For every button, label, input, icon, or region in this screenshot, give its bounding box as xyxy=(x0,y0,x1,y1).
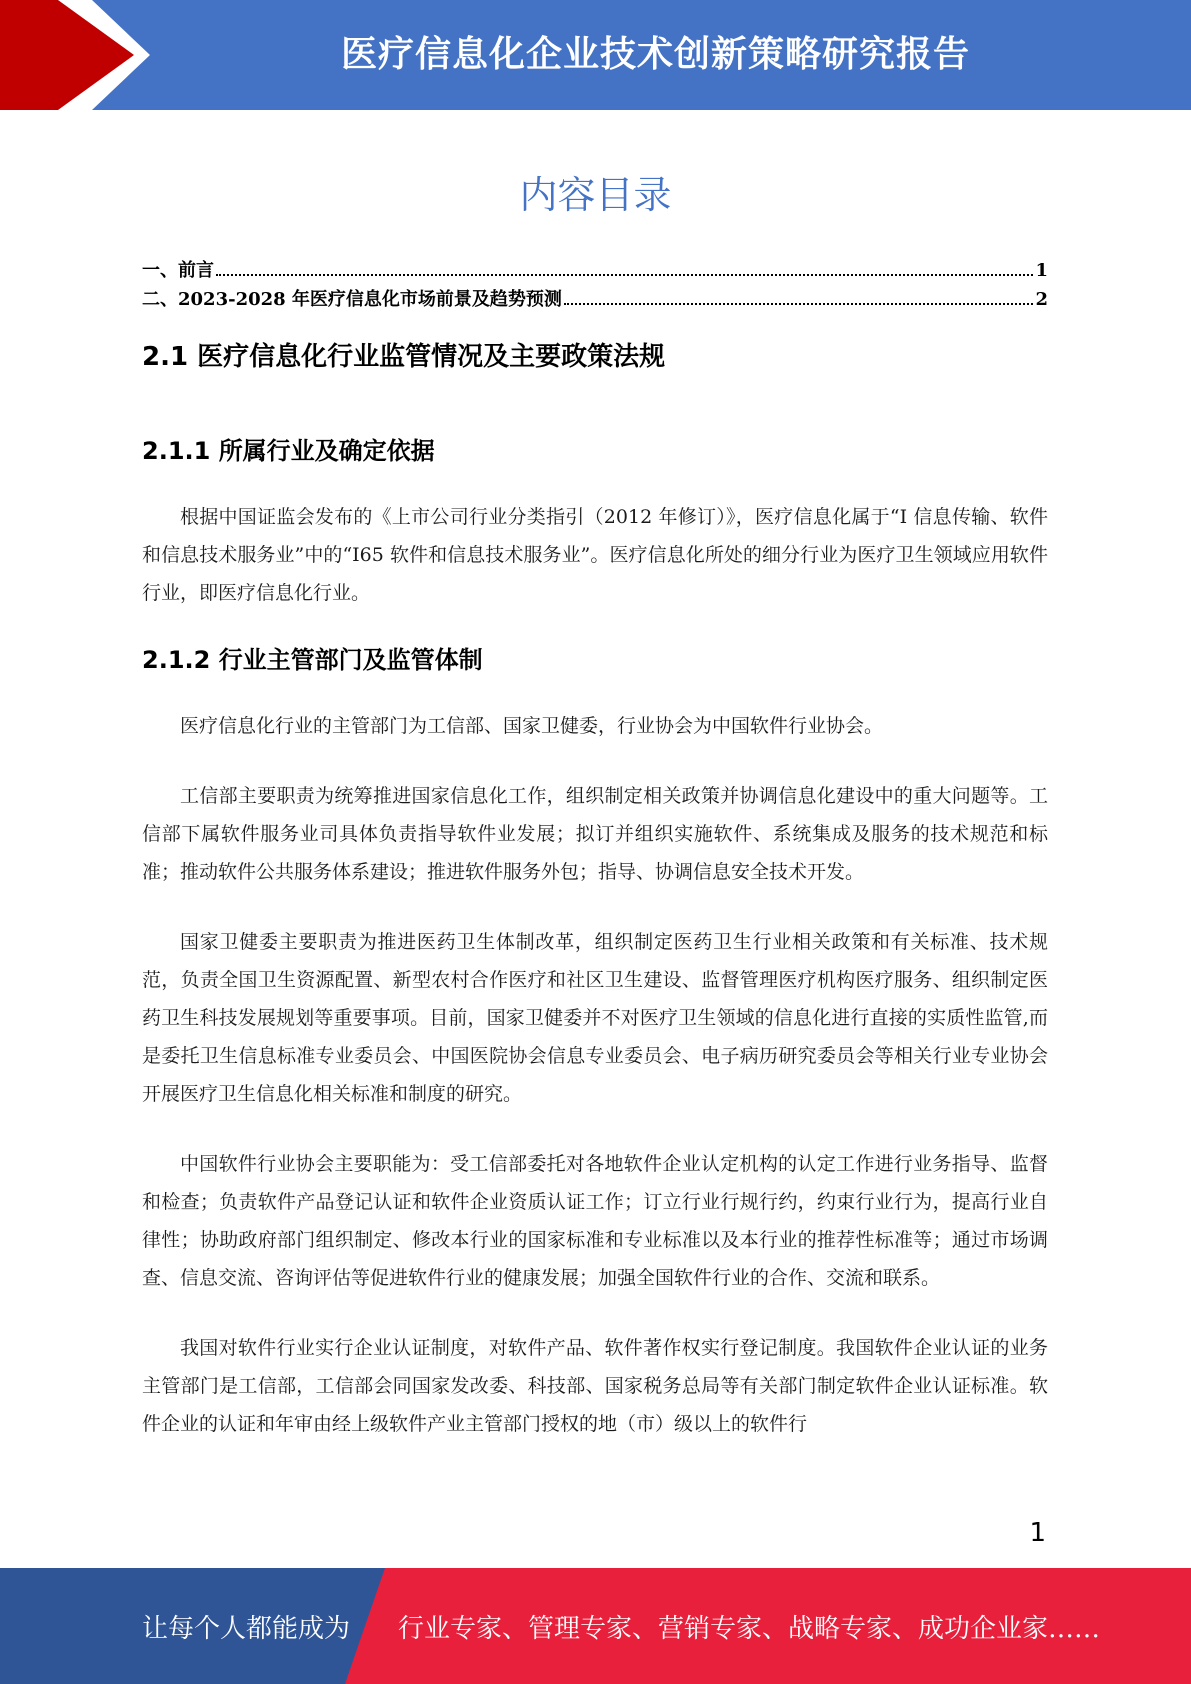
paragraph: 根据中国证监会发布的《上市公司行业分类指引（2012 年修订）》，医疗信息化属于“I 信息传输、软件和信息技术服务业”中的“I65 软件和信息技术服务业”。医疗信息化所处的细分行业为医疗卫生领域应用软件行业，即医疗信息化行业。 xyxy=(142,506,1048,604)
table-of-contents xyxy=(142,256,1048,314)
toc-entry-label: 一、前言 xyxy=(142,260,214,281)
toc-title: 内容目录 xyxy=(519,173,672,217)
document-body xyxy=(142,330,1048,1443)
paragraph: 中国软件行业协会主要职能为：受工信部委托对各地软件企业认定机构的认定工作进行业务指导、监督和检查；负责软件产品登记认证和软件企业资质认证工作；订立行业行规行约，约束行业行为，提高行业自律性；协助政府部门组织制定、修改本行业的国家标准和专业标准以及本行业的推荐性标准等；通过市场调查、信息交流、咨询评估等促进软件行业的健康发展；加强全国软件行业的合作、交流和联系。 xyxy=(142,1153,1048,1289)
footer-banner xyxy=(0,1568,1191,1684)
page-number: 1 xyxy=(1029,1518,1046,1548)
header-banner xyxy=(0,0,1191,110)
toc-entry-label: 二、2023-2028 年医疗信息化市场前景及趋势预测 xyxy=(142,289,562,310)
toc-entry[interactable] xyxy=(142,285,1048,314)
toc-entry[interactable] xyxy=(142,256,1048,285)
footer-slogan-left: 让每个人都能成为 xyxy=(142,1614,351,1644)
toc-leader-dots xyxy=(216,262,1033,276)
section-heading-2-1-2: 2.1.2 行业主管部门及监管体制 xyxy=(142,646,483,674)
footer-slogan-right: 行业专家、管理专家、营销专家、战略专家、成功企业家…… xyxy=(398,1614,1101,1644)
toc-entry-page: 2 xyxy=(1035,289,1048,310)
toc-entry-page: 1 xyxy=(1035,260,1048,281)
section-heading-2-1-1: 2.1.1 所属行业及确定依据 xyxy=(142,437,435,465)
report-title: 医疗信息化企业技术创新策略研究报告 xyxy=(340,34,970,75)
paragraph: 医疗信息化行业的主管部门为工信部、国家卫健委，行业协会为中国软件行业协会。 xyxy=(180,715,884,737)
paragraph: 国家卫健委主要职责为推进医药卫生体制改革，组织制定医药卫生行业相关政策和有关标准、技术规范，负责全国卫生资源配置、新型农村合作医疗和社区卫生建设、监督管理医疗机构医疗服务、组织制定医药卫生科技发展规划等重要事项。目前，国家卫健委并不对医疗卫生领域的信息化进行直接的实质性监管,而是委托卫生信息标准专业委员会、中国医院协会信息专业委员会、电子病历研究委员会等相关行业专业协会开展医疗卫生信息化相关标准和制度的研究。 xyxy=(142,931,1048,1105)
paragraph: 工信部主要职责为统筹推进国家信息化工作，组织制定相关政策并协调信息化建设中的重大问题等。工信部下属软件服务业司具体负责指导软件业发展；拟订并组织实施软件、系统集成及服务的技术规范和标准；推动软件公共服务体系建设；推进软件服务外包；指导、协调信息安全技术开发。 xyxy=(142,785,1048,883)
section-heading-2-1: 2.1 医疗信息化行业监管情况及主要政策法规 xyxy=(142,342,666,372)
paragraph: 我国对软件行业实行企业认证制度，对软件产品、软件著作权实行登记制度。我国软件企业认证的业务主管部门是工信部，工信部会同国家发改委、科技部、国家税务总局等有关部门制定软件企业认证标准。软件企业的认证和年审由经上级软件产业主管部门授权的地（市）级以上的软件行 xyxy=(142,1337,1048,1435)
toc-leader-dots xyxy=(564,291,1034,305)
